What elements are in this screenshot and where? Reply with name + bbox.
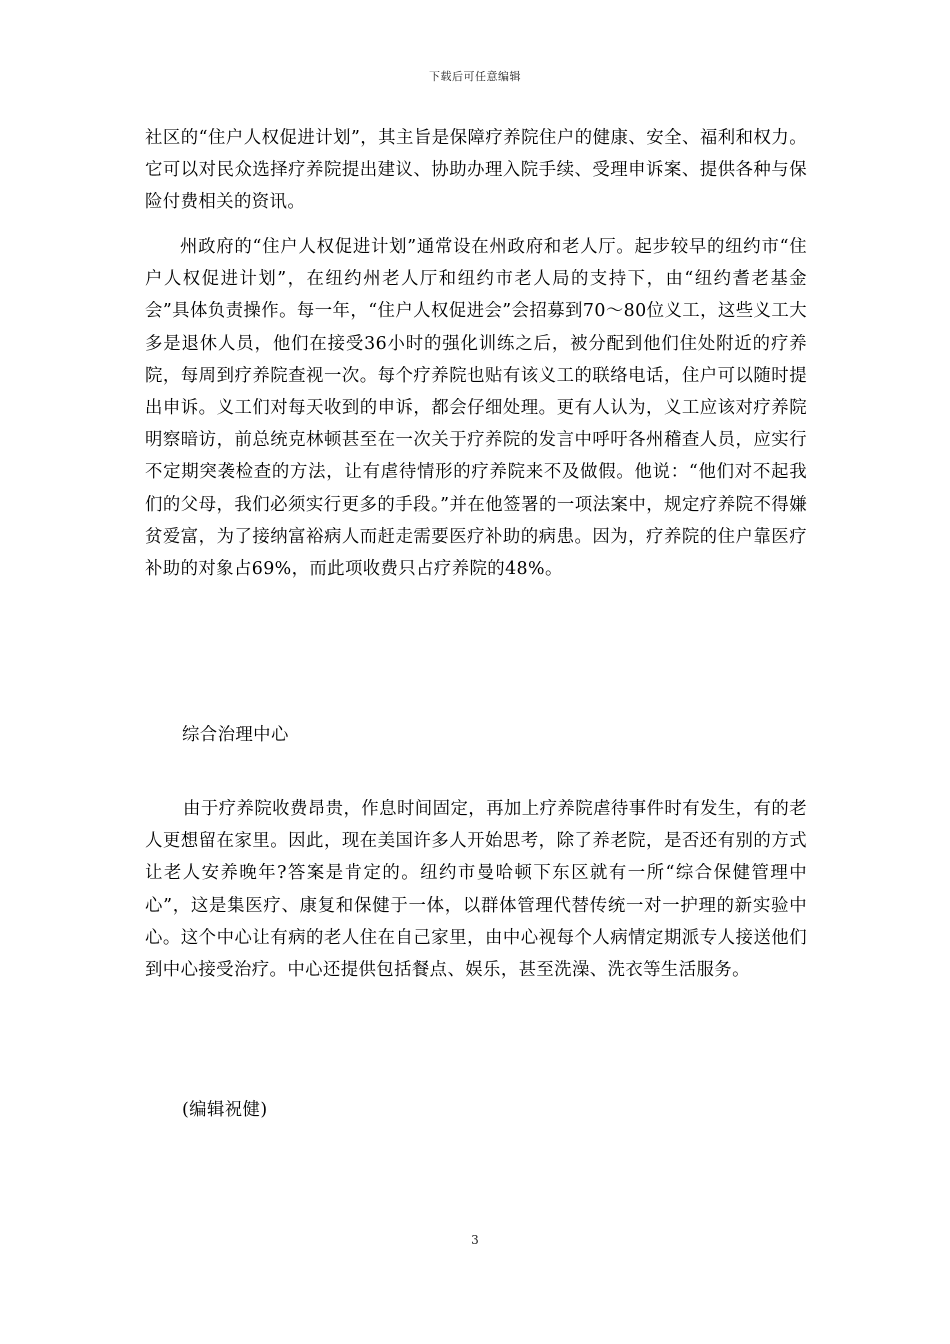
editor-note: (编辑祝健) (182, 1100, 268, 1120)
section-heading: 综合治理中心 (182, 725, 289, 745)
paragraph-residents-rights: 社区的“住户人权促进计划”，其主旨是保障疗养院住户的健康、安全、福利和权力。它可以对民众选择疗养院提出建议、协助办理入院手续、受理申诉案、提供各种与保险付费相关的资讯。 (145, 128, 807, 213)
page-header: 下载后可任意编辑 (429, 70, 521, 83)
page-number: 3 (471, 1233, 479, 1247)
paragraph-state-program: 州政府的“住户人权促进计划”通常设在州政府和老人厅。起步较早的纽约市“住户人权促进计划”，在纽约州老人厅和纽约市老人局的支持下，由“纽约耆老基金会”具体负责操作。每一年，“住户人权促进会”会招募到70～80位义工，这些义工大多是退休人员，他们在接受36小时的强化训练之后，被分配到他们住处附近的疗养院，每周到疗养院查视一次。每个疗养院也贴有该义工的联络电话，住户可以随时提出申诉。义工们对每天收到的申诉，都会仔细处理。更有人认为，义工应该对疗养院明察暗访，前总统克林顿甚至在一次关于疗养院的发言中呼吁各州稽查人员，应实行不定期突袭检查的方法，让有虐待情形的疗养院来不及做假。他说：“他们对不起我们的父母，我们必须实行更多的手段。”并在他签署的一项法案中，规定疗养院不得嫌贫爱富，为了接纳富裕病人而赶走需要医疗补助的病患。因为，疗养院的住户靠医疗补助的对象占69%，而此项收费只占疗养院的48%。 (145, 237, 807, 580)
paragraph-care-center: 由于疗养院收费昂贵，作息时间固定，再加上疗养院虐待事件时有发生，有的老人更想留在家里。因此，现在美国许多人开始思考，除了养老院，是否还有别的方式让老人安养晚年?答案是肯定的。纽约市曼哈顿下东区就有一所“综合保健管理中心”，这是集医疗、康复和保健于一体，以群体管理代替传统一对一护理的新实验中心。这个中心让有病的老人住在自己家里，由中心视每个人病情定期派专人接送他们到中心接受治疗。中心还提供包括餐点、娱乐，甚至洗澡、洗衣等生活服务。 (145, 799, 807, 981)
